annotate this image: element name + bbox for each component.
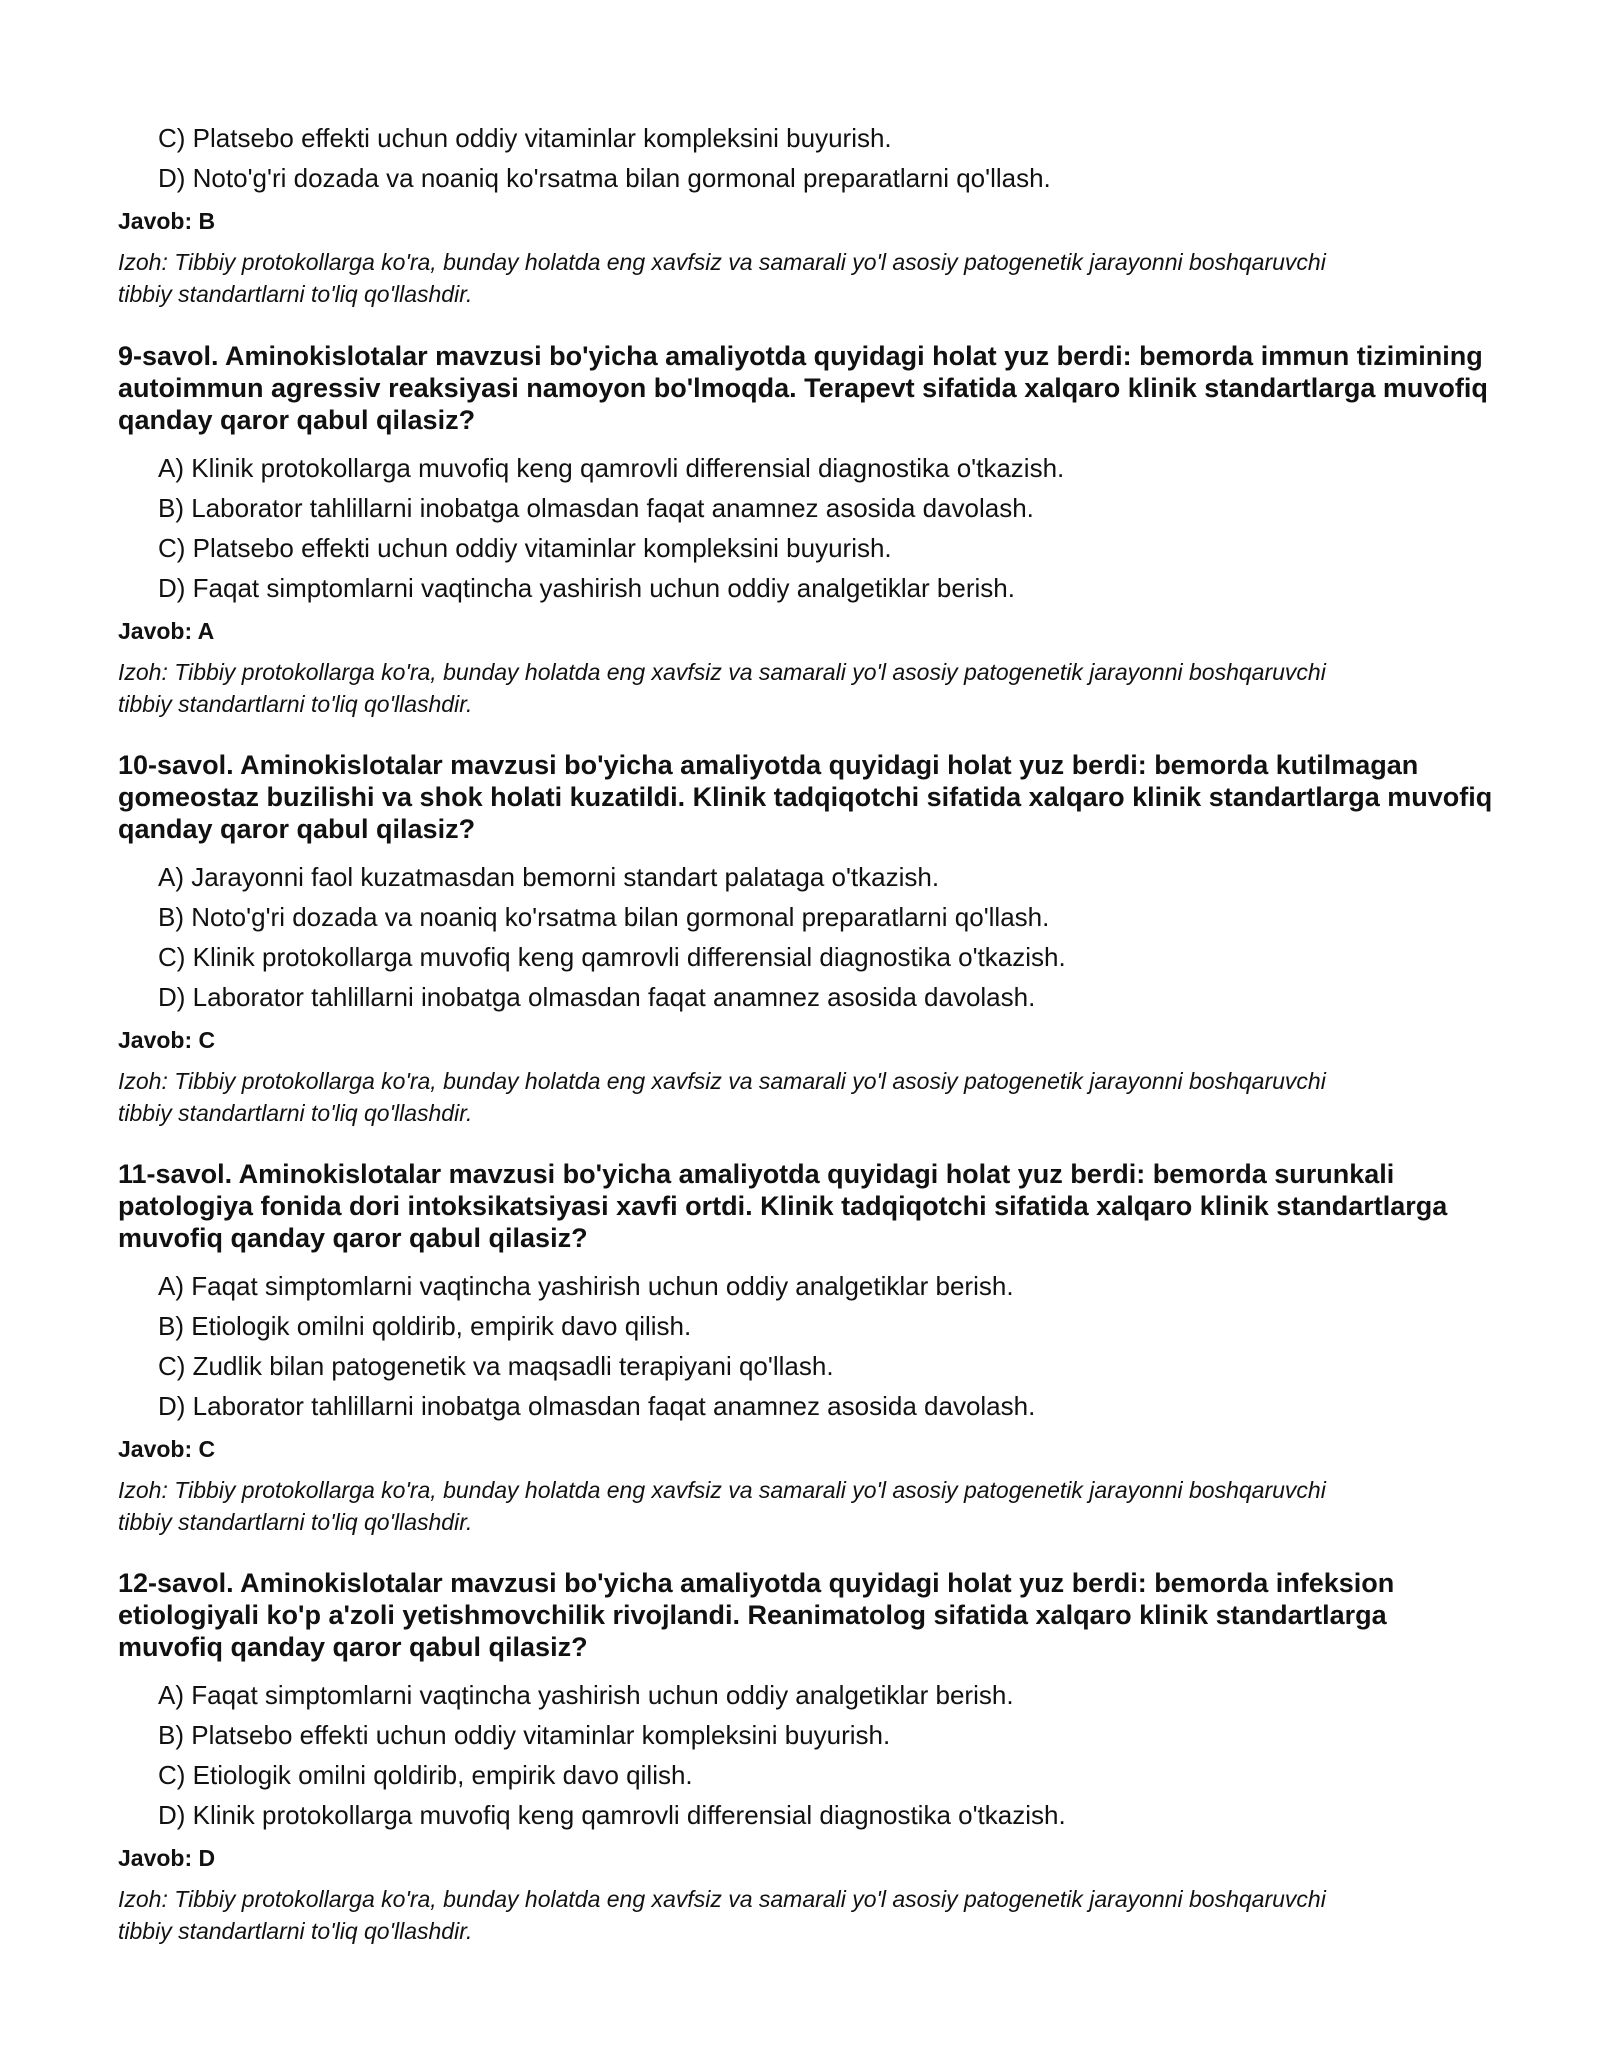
option-b: B) Platsebo effekti uchun oddiy vitaminlar kompleksini buyurish. (158, 1720, 891, 1750)
option-list (158, 118, 1498, 198)
option-c: C) Etiologik omilni qoldirib, empirik davo qilish. (158, 1760, 693, 1790)
option-c: C) Klinik protokollarga muvofiq keng qamrovli differensial diagnostika o'tkazish. (158, 942, 1066, 972)
question-text: 12-savol. Aminokislotalar mavzusi bo'yicha amaliyotda quyidagi holat yuz berdi: bemorda infeksion etiologiyali ko'p a'zoli yetishmovchilik rivojlandi. Reanimatolog sifatida xalqaro klinik standartlarga muvofiq qanday qaror qabul qilasiz? (118, 1568, 1395, 1662)
question-text: 10-savol. Aminokislotalar mavzusi bo'yicha amaliyotda quyidagi holat yuz berdi: bemorda kutilmagan gomeostaz buzilishi va shok holati kuzatildi. Klinik tadqiqotchi sifatida xalqaro klinik standartlarga muvofiq qanday qaror qabul qilasiz? (118, 750, 1493, 844)
option-d: D) Laborator tahlillarni inobatga olmasdan faqat anamnez asosida davolash. (158, 982, 1036, 1012)
option-d: D) Noto'g'ri dozada va noaniq ko'rsatma bilan gormonal preparatlarni qo'llash. (158, 163, 1051, 193)
option-d: D) Klinik protokollarga muvofiq keng qamrovli differensial diagnostika o'tkazish. (158, 1800, 1066, 1830)
option-b: B) Etiologik omilni qoldirib, empirik davo qilish. (158, 1311, 692, 1341)
question-12 (118, 1567, 1498, 1947)
answer-label: Javob: A (118, 618, 215, 644)
answer-label: Javob: C (118, 1436, 216, 1462)
option-a: A) Faqat simptomlarni vaqtincha yashirish uchun oddiy analgetiklar berish. (158, 1680, 1014, 1710)
answer-label: Javob: C (118, 1027, 216, 1053)
option-list (158, 857, 1498, 1017)
explanation-note: Izoh: Tibbiy protokollarga ko'ra, bunday holatda eng xavfsiz va samarali yo'l asosiy patogenetik jarayonni boshqaruvchi tibbiy standartlarni to'liq qo'llashdir. (118, 1068, 1326, 1126)
option-c: C) Platsebo effekti uchun oddiy vitaminlar kompleksini buyurish. (158, 123, 892, 153)
question-text: 11-savol. Aminokislotalar mavzusi bo'yicha amaliyotda quyidagi holat yuz berdi: bemorda surunkali patologiya fonida dori intoksikatsiyasi xavfi ortdi. Klinik tadqiqotchi sifatida xalqaro klinik standartlarga muvofiq qanday qaror qabul qilasiz? (118, 1159, 1448, 1253)
explanation-note: Izoh: Tibbiy protokollarga ko'ra, bunday holatda eng xavfsiz va samarali yo'l asosiy patogenetik jarayonni boshqaruvchi tibbiy standartlarni to'liq qo'llashdir. (118, 1477, 1326, 1535)
option-list (158, 1266, 1498, 1426)
explanation-note: Izoh: Tibbiy protokollarga ko'ra, bunday holatda eng xavfsiz va samarali yo'l asosiy patogenetik jarayonni boshqaruvchi tibbiy standartlarni to'liq qo'llashdir. (118, 249, 1326, 307)
option-a: A) Jarayonni faol kuzatmasdan bemorni standart palataga o'tkazish. (158, 862, 940, 892)
option-list (158, 448, 1498, 608)
option-b: B) Noto'g'ri dozada va noaniq ko'rsatma bilan gormonal preparatlarni qo'llash. (158, 902, 1050, 932)
option-c: C) Zudlik bilan patogenetik va maqsadli terapiyani qo'llash. (158, 1351, 834, 1381)
option-list (158, 1675, 1498, 1835)
option-a: A) Faqat simptomlarni vaqtincha yashirish uchun oddiy analgetiklar berish. (158, 1271, 1014, 1301)
question-8-continuation (118, 118, 1498, 310)
explanation-note: Izoh: Tibbiy protokollarga ko'ra, bunday holatda eng xavfsiz va samarali yo'l asosiy patogenetik jarayonni boshqaruvchi tibbiy standartlarni to'liq qo'llashdir. (118, 1886, 1326, 1944)
explanation-note: Izoh: Tibbiy protokollarga ko'ra, bunday holatda eng xavfsiz va samarali yo'l asosiy patogenetik jarayonni boshqaruvchi tibbiy standartlarni to'liq qo'llashdir. (118, 659, 1326, 717)
question-10 (118, 749, 1498, 1129)
option-d: D) Faqat simptomlarni vaqtincha yashirish uchun oddiy analgetiklar berish. (158, 573, 1015, 603)
question-11 (118, 1158, 1498, 1538)
answer-label: Javob: B (118, 208, 216, 234)
question-text: 9-savol. Aminokislotalar mavzusi bo'yicha amaliyotda quyidagi holat yuz berdi: bemorda immun tizimining autoimmun agressiv reaksiyasi namoyon bo'lmoqda. Terapevt sifatida xalqaro klinik standartlarga muvofiq qanday qaror qabul qilasiz? (118, 341, 1488, 435)
answer-label: Javob: D (118, 1845, 216, 1871)
question-9 (118, 340, 1498, 720)
option-d: D) Laborator tahlillarni inobatga olmasdan faqat anamnez asosida davolash. (158, 1391, 1036, 1421)
option-a: A) Klinik protokollarga muvofiq keng qamrovli differensial diagnostika o'tkazish. (158, 453, 1065, 483)
option-b: B) Laborator tahlillarni inobatga olmasdan faqat anamnez asosida davolash. (158, 493, 1034, 523)
option-c: C) Platsebo effekti uchun oddiy vitaminlar kompleksini buyurish. (158, 533, 892, 563)
